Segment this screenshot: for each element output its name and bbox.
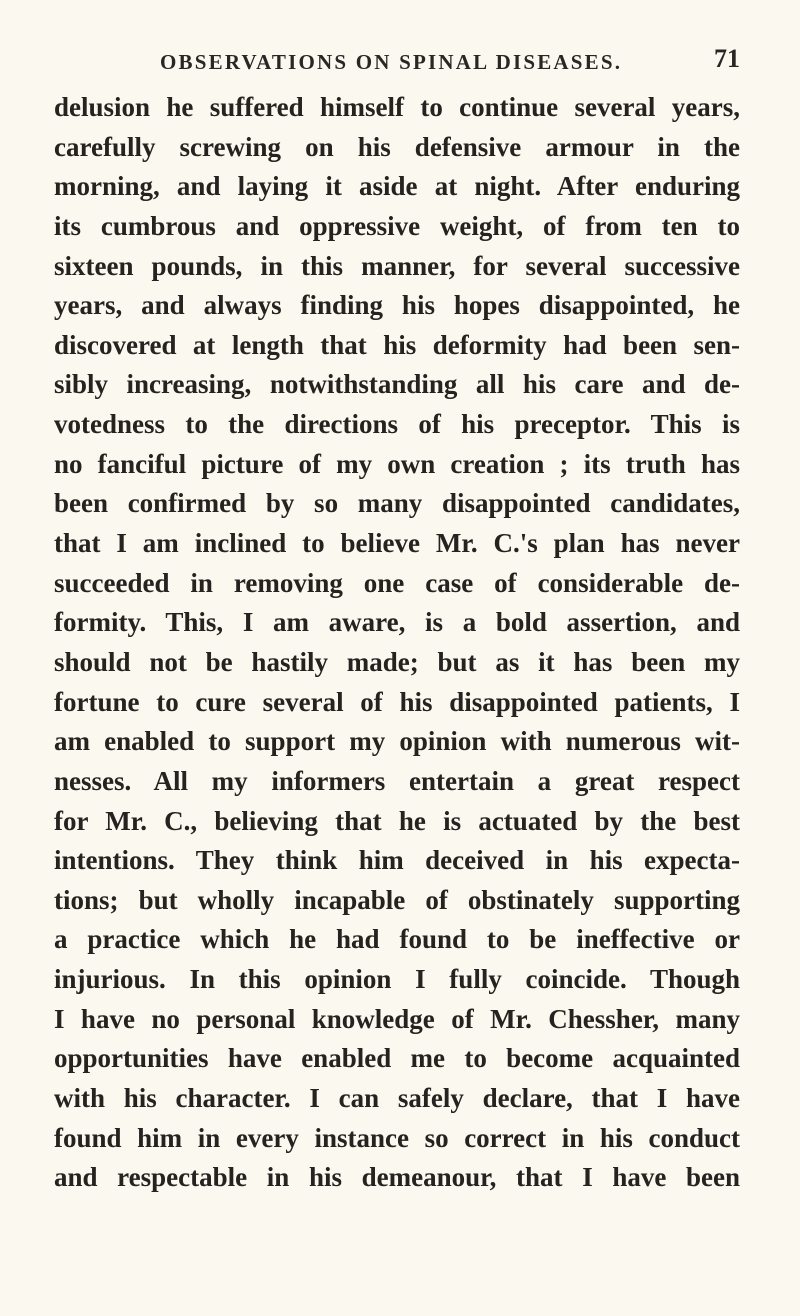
body-text — [54, 88, 740, 1198]
text-line: that I am inclined to believe Mr. C.'s plan has never — [54, 528, 740, 559]
text-line: injurious. In this opinion I fully coincide. Though — [54, 964, 740, 995]
text-line: morning, and laying it aside at night. After enduring — [54, 171, 740, 202]
text-line: for Mr. C., believing that he is actuated by the best — [54, 805, 740, 836]
text-line: fortune to cure several of his disappointed patients, I — [54, 686, 740, 717]
text-line: years, and always finding his hopes disappointed, he — [54, 290, 740, 321]
text-line: nesses. All my informers entertain a great respect — [54, 765, 740, 796]
text-line: intentions. They think him deceived in his expecta- — [54, 845, 740, 876]
text-line: found him in every instance so correct in his conduct — [54, 1122, 740, 1153]
text-line: votedness to the directions of his preceptor. This is — [54, 409, 740, 440]
text-line: I have no personal knowledge of Mr. Chessher, many — [54, 1003, 740, 1034]
text-line: carefully screwing on his defensive armour in the — [54, 131, 740, 162]
text-line: a practice which he had found to be ineffective or — [54, 924, 740, 955]
text-line: formity. This, I am aware, is a bold assertion, and — [54, 607, 740, 638]
running-title: OBSERVATIONS ON SPINAL DISEASES. — [160, 50, 623, 74]
text-line: tions; but wholly incapable of obstinately supporting — [54, 884, 740, 915]
text-line: with his character. I can safely declare, that I have — [54, 1083, 740, 1114]
text-line: should not be hastily made; but as it has been my — [54, 646, 740, 677]
text-line: and respectable in his demeanour, that I have been — [54, 1162, 740, 1193]
text-line: discovered at length that his deformity had been sen- — [54, 329, 740, 360]
text-line: opportunities have enabled me to become acquainted — [54, 1043, 740, 1074]
text-line: been confirmed by so many disappointed candidates, — [54, 488, 740, 519]
text-line: succeeded in removing one case of considerable de- — [54, 567, 740, 598]
text-line: sixteen pounds, in this manner, for several successive — [54, 250, 740, 281]
text-line: no fanciful picture of my own creation ; its truth has — [54, 448, 740, 479]
page-number: 71 — [714, 44, 740, 73]
text-line: sibly increasing, notwithstanding all his care and de- — [54, 369, 740, 400]
text-line: am enabled to support my opinion with numerous wit- — [54, 726, 740, 757]
text-line: delusion he suffered himself to continue several years, — [54, 92, 740, 122]
text-line: its cumbrous and oppressive weight, of from ten to — [54, 210, 740, 241]
